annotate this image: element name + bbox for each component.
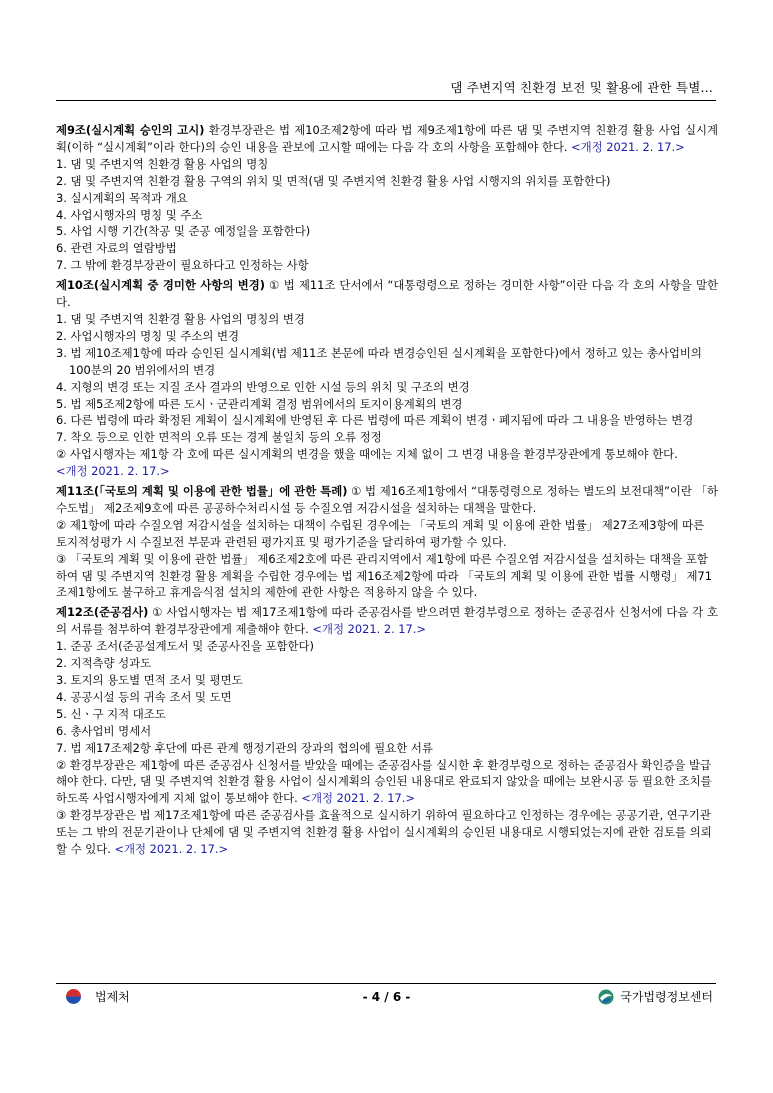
amendment-note: <개정 2021. 2. 17.>: [571, 139, 685, 154]
footer-law-center: [598, 988, 713, 1005]
article-block: [56, 122, 718, 274]
list-item: 7. 그 밖에 환경부장관이 필요하다고 인정하는 사항: [56, 258, 309, 273]
document-body: [56, 122, 718, 861]
article-text: ① 사업시행자는 법 제17조제1항에 따라 준공검사를 받으려면 환경부령으로 정하는 준공검사 신청서에 다음 각 호의 서류를 첨부하여 환경부장관에게 제출해야 한다.: [56, 605, 718, 637]
list-item: 2. 댐 및 주변지역 친환경 활용 구역의 위치 및 면적(댐 및 주변지역 친환경 활용 사업 시행지의 위치를 포함한다): [56, 173, 611, 188]
paragraph-text: ③ 환경부장관은 법 제17조제1항에 따른 준공검사를 효율적으로 실시하기 위하여 필요하다고 인정하는 경우에는 공공기관, 연구기관 또는 그 밖의 전문기관이나 단체에 댐 및 주변지역 친환경 활용 사업이 실시계획의 승인된 내용대로 시행되었는지에 관한 검토를 의뢰할 수 있다.: [56, 808, 712, 857]
article-text: 환경부장관은 법 제10조제2항에 따라 법 제9조제1항에 따른 댐 및 주변지역 친환경 활용 사업 실시계획(이하 “실시계획”이라 한다)의 승인 내용을 관보에 고시할 때에는 다음 각 호의 사항을 포함해야 한다.: [56, 123, 718, 154]
article-title: 제11조(「국토의 계획 및 이용에 관한 법률」에 관한 특례): [56, 484, 348, 499]
amendment-note: <개정 2021. 2. 17.>: [56, 464, 170, 479]
paragraph-text: ② 제1항에 따라 수질오염 저감시설을 설치하는 대책이 수립된 경우에는 「국토의 계획 및 이용에 관한 법률」 제27조제3항에 따른 토지적성평가 시 수질보전 부문과 관련된 평가지표 및 평가기준을 달리하여 평가할 수 있다.: [56, 517, 705, 549]
paragraph: [56, 757, 718, 808]
article-head: [56, 604, 718, 638]
article-text: ① 법 제16조제1항에서 “대통령령으로 정하는 별도의 보전대책”이란 「하수도법」 제2조제9호에 따른 공공하수처리시설 등 수질오염 저감시설을 설치하는 대책을 말한다.: [56, 484, 718, 515]
article-title: 제12조(준공검사): [56, 605, 149, 620]
list-item: 6. 관련 자료의 열람방법: [56, 241, 177, 256]
list-item: 7. 법 제17조제2항 후단에 따른 관계 행정기관의 장과의 협의에 필요한 서류: [56, 740, 433, 755]
list-item: 4. 공공시설 등의 귀속 조서 및 도면: [56, 689, 232, 704]
list-item: 3. 토지의 용도별 면적 조서 및 평면도: [56, 673, 243, 687]
footer-divider: [56, 983, 716, 984]
paragraph: [56, 807, 718, 858]
amendment-note: <개정 2021. 2. 17.>: [312, 622, 426, 637]
list-item: 1. 댐 및 주변지역 친환경 활용 사업의 명칭: [56, 156, 269, 171]
article-title: 제10조(실시계획 중 경미한 사항의 변경): [56, 278, 265, 293]
list-item: 2. 지적측량 성과도: [56, 656, 152, 671]
amendment-note: <개정 2021. 2. 17.>: [114, 842, 229, 857]
list-item: 4. 사업시행자의 명칭 및 주소: [56, 207, 203, 222]
list-item: 4. 지형의 변경 또는 지질 조사 결과의 반영으로 인한 시설 등의 위치 및 구조의 변경: [56, 379, 470, 394]
paragraph: [56, 551, 718, 602]
footer-law-center-label: 국가법령정보센터: [620, 990, 713, 1004]
list-item: 5. 신ㆍ구 지적 대조도: [56, 706, 166, 721]
paragraph-text: ② 사업시행자는 제1항 각 호에 따른 실시계획의 변경을 했을 때에는 지체 없이 그 변경 내용을 환경부장관에게 통보해야 한다.: [56, 447, 678, 462]
page-header-title: 댐 주변지역 친환경 보전 및 활용에 관한 특별...: [450, 80, 713, 95]
list-item: 1. 댐 및 주변지역 친환경 활용 사업의 명칭의 변경: [56, 311, 305, 326]
list-item: 6. 다른 법령에 따라 확정된 계획이 실시계획에 반영된 후 다른 법령에 따른 계획이 변경ㆍ폐지됨에 따라 그 내용을 반영하는 변경: [56, 413, 694, 428]
article-block: [56, 277, 718, 480]
list-item: 5. 사업 시행 기간(착공 및 준공 예정일을 포함한다): [56, 224, 311, 239]
article-block: [56, 483, 718, 601]
list-item: 5. 법 제5조제2항에 따른 도시ㆍ군관리계획 결정 범위에서의 토지이용계획의 변경: [56, 396, 463, 411]
list-item: 6. 총사업비 명세서: [56, 723, 152, 738]
paragraph: [56, 517, 718, 551]
list-item: 1. 준공 조서(준공설계도서 및 준공사진을 포함한다): [56, 639, 314, 654]
article-head: [56, 277, 718, 311]
article-head: [56, 483, 718, 517]
list-item: 3. 실시계획의 목적과 개요: [56, 190, 188, 205]
amendment-note: <개정 2021. 2. 17.>: [301, 791, 415, 806]
list-item: 7. 착오 등으로 인한 면적의 오류 또는 경계 불일치 등의 오류 정정: [56, 430, 382, 445]
footer-publisher-label: 법제처: [95, 990, 130, 1004]
article-block: [56, 604, 718, 858]
list-item: 3. 법 제10조제1항에 따라 승인된 실시계획(법 제11조 본문에 따라 변경승인된 실시계획을 포함한다)에서 정하고 있는 총사업비의 100분의 20 범위에서의 변경: [56, 345, 702, 377]
article-head: [56, 122, 718, 156]
page-number: - 4 / 6 -: [362, 990, 411, 1004]
paragraph: [56, 446, 718, 480]
article-title: 제9조(실시계획 승인의 고시): [56, 123, 205, 137]
paragraph-text: ② 환경부장관은 제1항에 따른 준공검사 신청서를 받았을 때에는 준공검사를 실시한 후 환경부령으로 정하는 준공검사 확인증을 발급해야 한다. 다만, 댐 및 주변지역 친환경 활용 사업이 실시계획의 승인된 내용대로 완료되지 않았을 때에는 보완시공 등 필요한 조치를 하도록 사업시행자에게 지체 없이 통보해야 한다.: [56, 757, 712, 806]
header-divider: [56, 100, 716, 101]
paragraph-text: ③ 「국토의 계획 및 이용에 관한 법률」 제6조제2호에 따른 관리지역에서 제1항에 따른 수질오염 저감시설을 설치하는 대책을 포함하여 댐 및 주변지역 친환경 활용 계획을 수립한 경우에는 법 제16조제2항에 따라 「국토의 계획 및 이용에 관한 법률 시행령」 제71조제1항에도 불구하고 휴게음식점 설치의 제한에 관한 사항은 적용하지 않을 수 있다.: [56, 551, 712, 600]
list-item: 2. 사업시행자의 명칭 및 주소의 변경: [56, 328, 240, 343]
article-text: ① 법 제11조 단서에서 “대통령령으로 정하는 경미한 사항”이란 다음 각 호의 사항을 말한다.: [56, 278, 718, 310]
national-law-center-logo-icon: [598, 989, 614, 1005]
